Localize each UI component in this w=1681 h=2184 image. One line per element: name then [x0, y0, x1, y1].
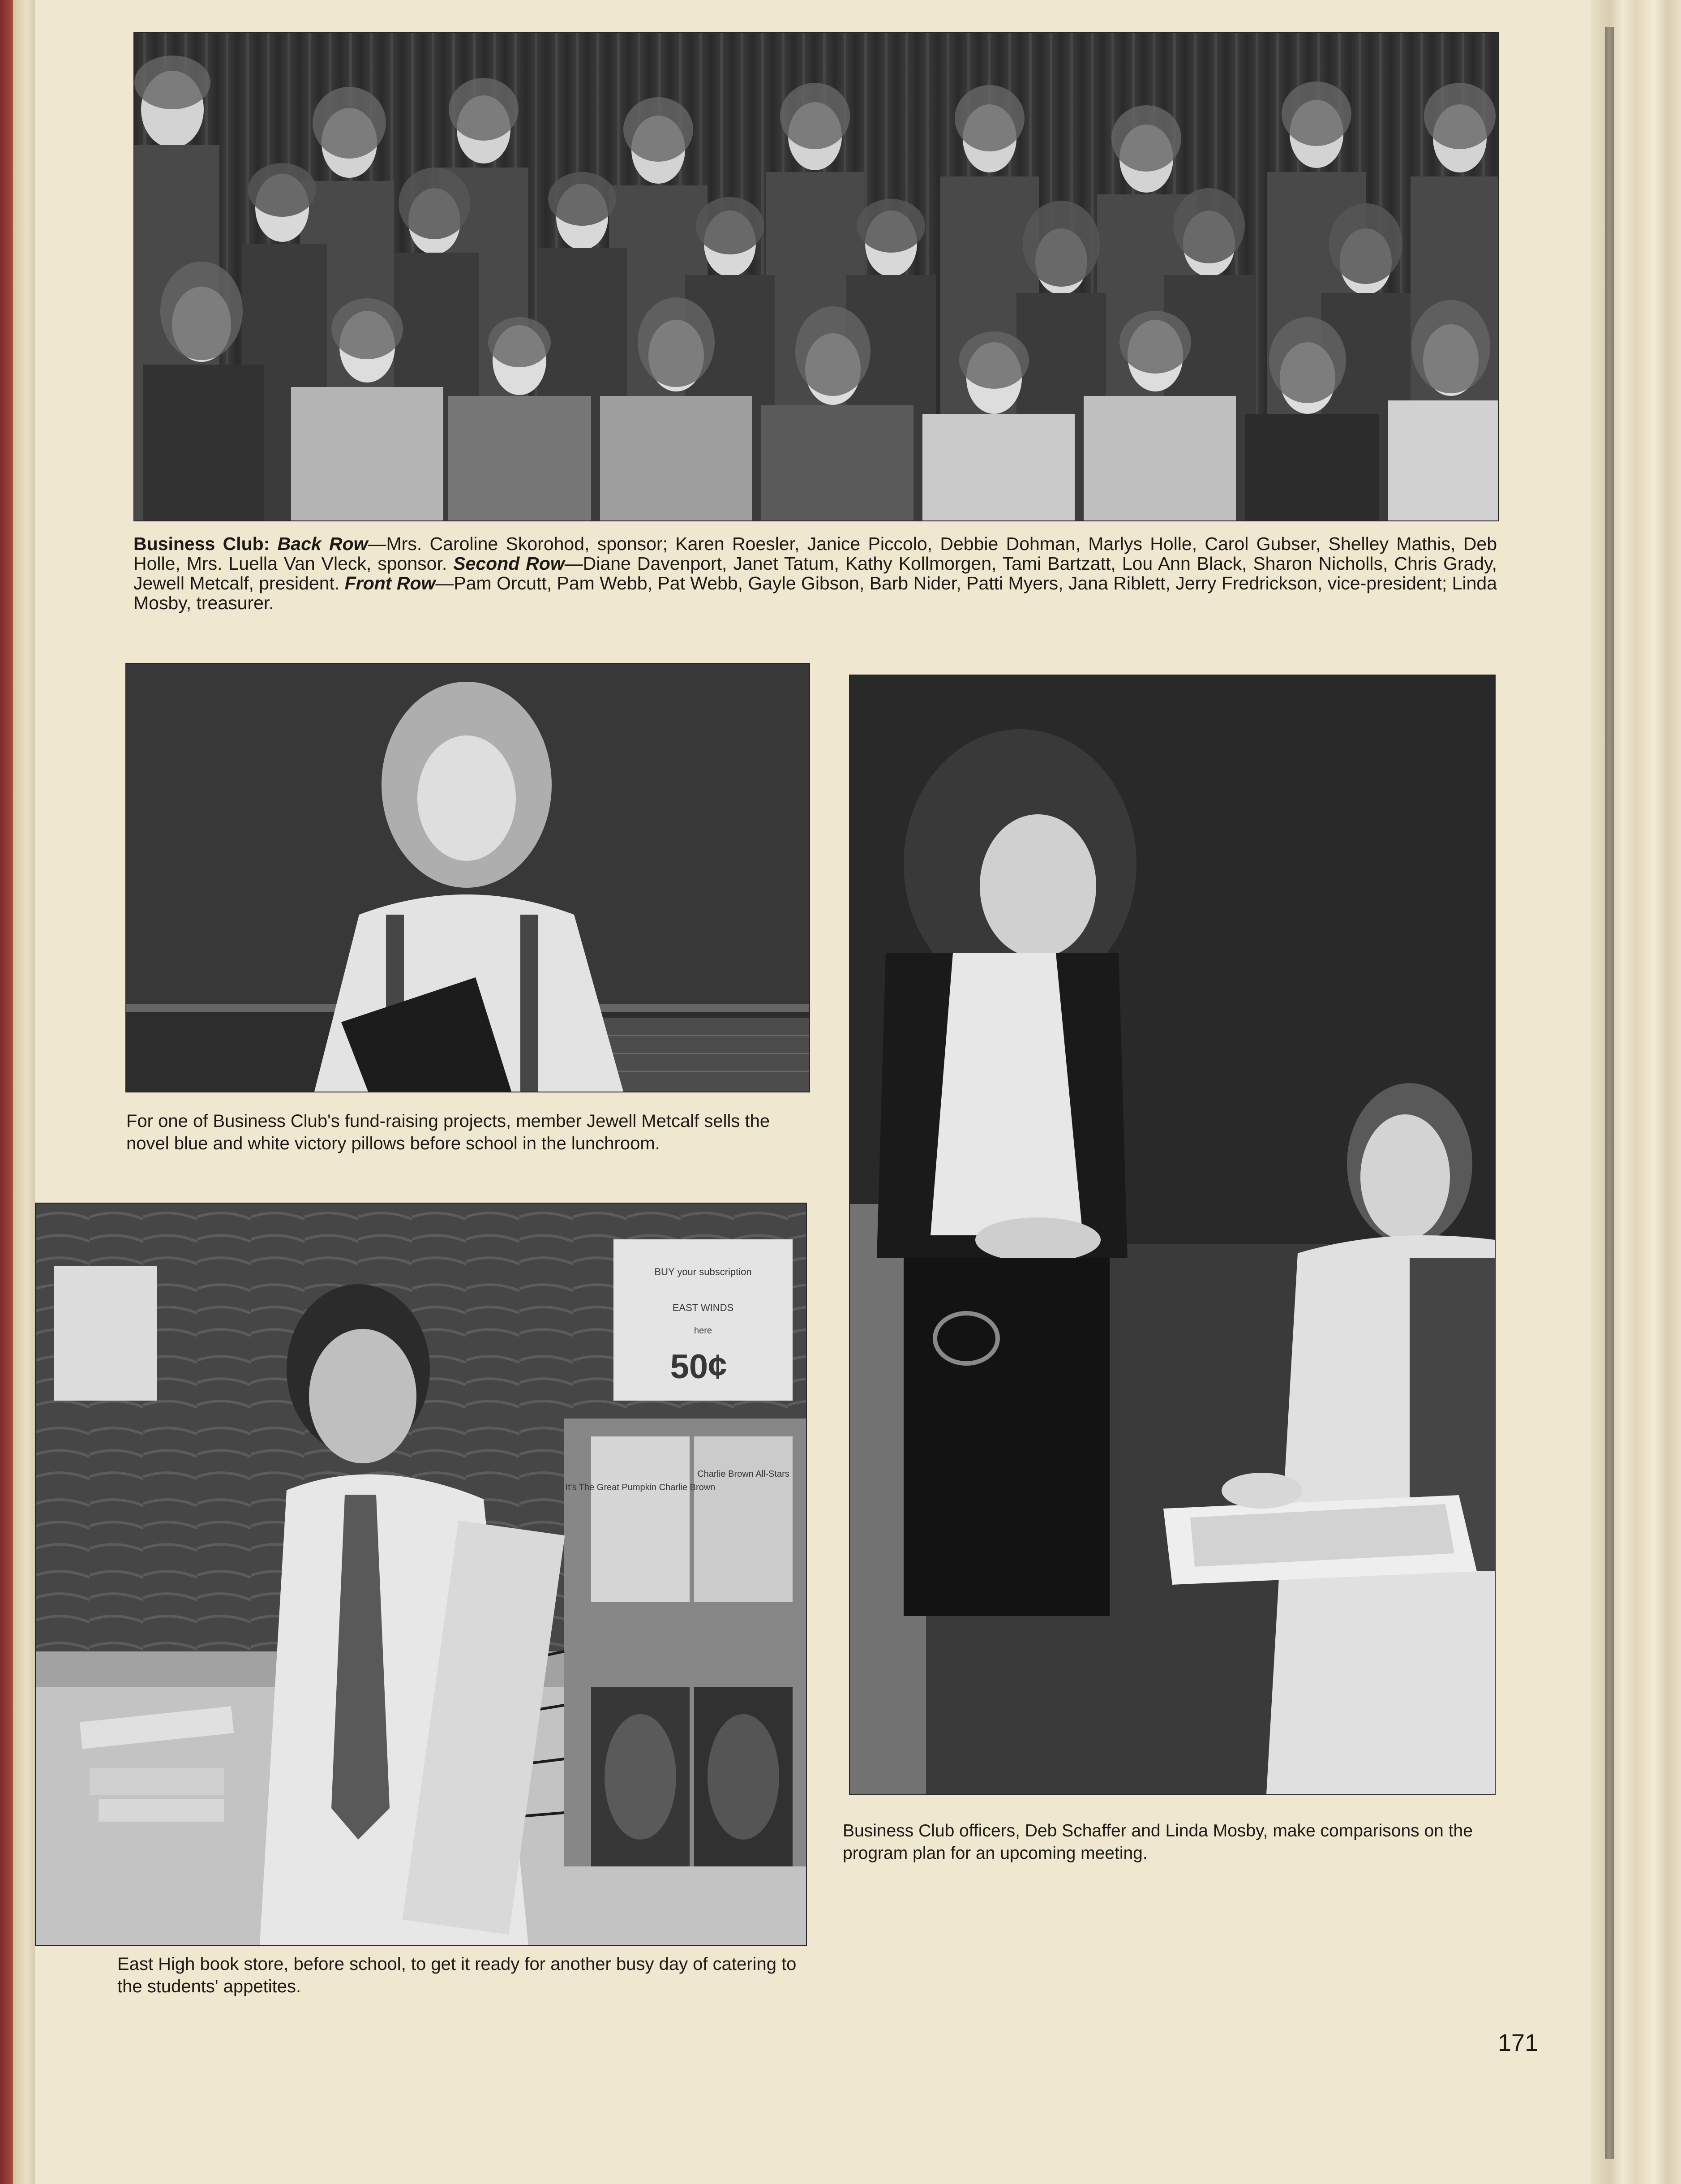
pillow-sale-photo: [125, 663, 810, 1092]
front-row-names: —Pam Orcutt, Pam Webb, Pat Webb, Gayle Gibson, Barb Nider, Patti Myers, Jana Riblett, Jerry Fredrickson, vice-president; Linda Mosby, treasurer.: [133, 573, 1497, 613]
pillow-photo-caption: For one of Business Club's fund-raising projects, member Jewell Metcalf sells the novel blue and white victory pillows before school in the lunchroom.: [126, 1111, 770, 1153]
poster-line-1: BUY your subscription: [654, 1266, 752, 1277]
bookstore-photo: [35, 1203, 807, 1946]
page-number: 171: [1498, 2029, 1539, 2056]
caption-club-name: Business Club:: [133, 533, 270, 554]
second-row-names: —Diane Davenport, Janet Tatum, Kathy Kollmorgen, Tami Bartzatt, Lou Ann Black, Sharon Nicholls, Chris Grady, Jewell Metcalf, president.: [133, 553, 1497, 593]
second-row-label: Second Row: [453, 553, 565, 574]
book-title-1: It's The Great Pumpkin Charlie Brown: [565, 1483, 716, 1492]
front-row-label: Front Row: [344, 573, 436, 593]
officers-photo-caption: Business Club officers, Deb Schaffer and Linda Mosby, make comparisons on the program plan for an upcoming meeting.: [843, 1821, 1473, 1863]
back-row-label: Back Row: [277, 533, 368, 554]
poster-price: 50¢: [670, 1348, 727, 1386]
book-title-2: Charlie Brown All-Stars: [697, 1469, 789, 1479]
group-photo: [133, 32, 1499, 521]
group-photo-caption: [133, 534, 1497, 613]
page-edge-shadow: [1605, 27, 1614, 2159]
officers-photo: [849, 675, 1496, 1795]
back-row-names: —Mrs. Caroline Skorohod, sponsor; Karen Roesler, Janice Piccolo, Debbie Dohman, Marlys Holle, Carol Gubser, Shelley Mathis, Deb Holle, Mrs. Luella Van Vleck, sponsor.: [133, 533, 1497, 574]
bookstore-photo-caption: East High book store, before school, to get it ready for another busy day of catering to the students' appetites.: [117, 1954, 797, 1996]
book-binding-left: [0, 0, 35, 2184]
poster-line-3: here: [694, 1326, 712, 1336]
poster-line-2: EAST WINDS: [672, 1302, 734, 1313]
